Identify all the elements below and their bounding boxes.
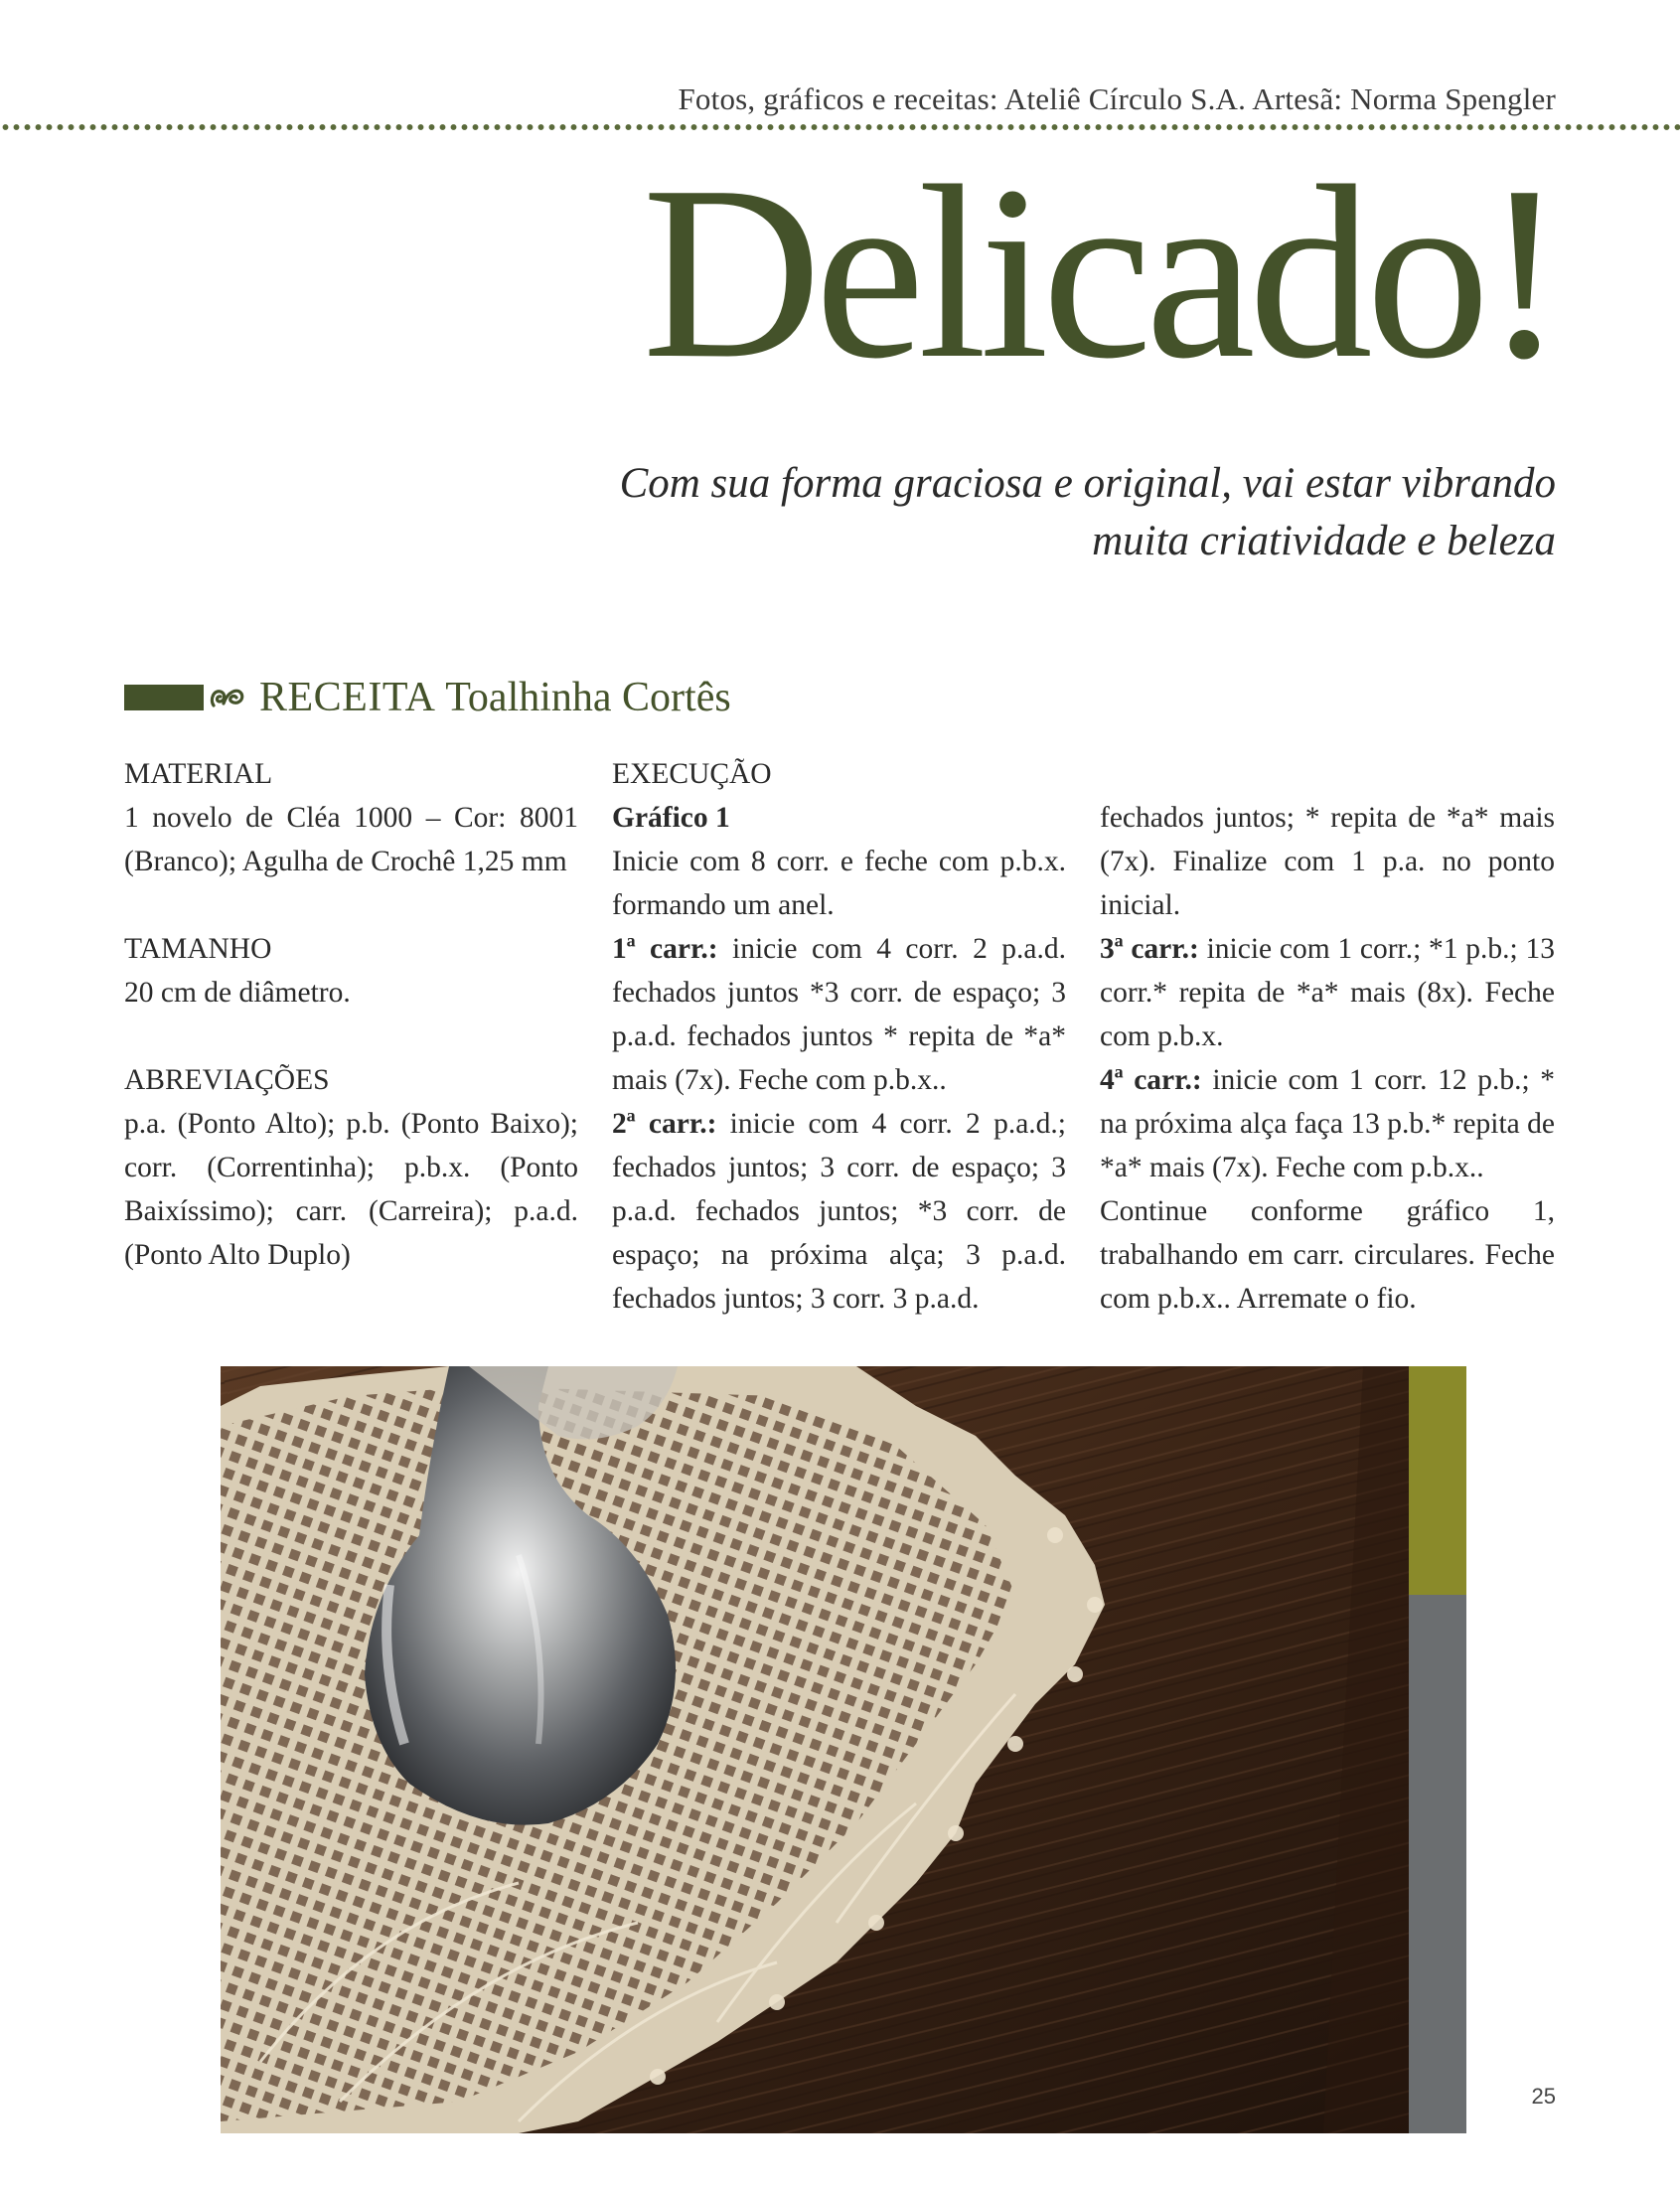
- round-3-label: 3ª carr.:: [1100, 933, 1199, 965]
- round-4-label: 4ª carr.:: [1100, 1064, 1202, 1096]
- round-2-label: 2ª carr.:: [612, 1108, 717, 1140]
- abreviacoes-text: p.a. (Ponto Alto); p.b. (Ponto Baixo); corr. (Correntinha); p.b.x. (Ponto Baixíssimo); carr. (Carreira); p.a.d. (Ponto Alto Duplo): [124, 1108, 578, 1271]
- material-text: 1 novelo de Cléa 1000 – Cor: 8001 (Branco); Agulha de Crochê 1,25 mm: [124, 802, 578, 877]
- subtitle-line-2: muita criatividade e beleza: [1092, 518, 1556, 564]
- subtitle-line-1: Com sua forma graciosa e original, vai estar vibrando: [619, 460, 1556, 507]
- page-subtitle: [562, 455, 1556, 570]
- finish-instructions: Continue conforme gráfico 1, trabalhando em carr. circulares. Feche com p.b.x.. Arremate o fio.: [1100, 1195, 1555, 1315]
- dotted-divider: [0, 122, 1680, 132]
- photo-credits: Fotos, gráficos e receitas: Ateliê Círculo S.A. Artesã: Norma Spengler: [678, 81, 1556, 116]
- recipe-header: [124, 668, 731, 727]
- column-execucao-cont: [1100, 796, 1555, 1321]
- recipe-keyword: RECEITA: [259, 675, 436, 720]
- execucao-heading: EXECUÇÃO: [612, 758, 772, 790]
- recipe-bar-decoration: [124, 685, 204, 710]
- round-1-text: inicie com 4 corr. 2 p.a.d. fechados juntos *3 corr. de espaço; 3 p.a.d. fechados juntos * repita de *a* mais (7x). Feche com p.b.x..: [612, 933, 1066, 1096]
- round-1: [612, 927, 1066, 1102]
- column-material: [124, 752, 578, 1277]
- round-3: [1100, 927, 1555, 1058]
- round-1-label: 1ª carr.:: [612, 933, 718, 965]
- round-2-continued: fechados juntos; * repita de *a* mais (7x). Finalize com 1 p.a. no ponto inicial.: [1100, 802, 1555, 921]
- abreviacoes-heading: ABREVIAÇÕES: [124, 1064, 330, 1096]
- round-2: [612, 1102, 1066, 1321]
- round-3-text: inicie com 1 corr.; *1 p.b.; 13 corr.* repita de *a* mais (8x). Feche com p.b.x.: [1100, 933, 1555, 1052]
- recipe-title: [259, 674, 731, 721]
- material-heading: MATERIAL: [124, 758, 273, 790]
- grafico-heading: Gráfico 1: [612, 802, 730, 834]
- round-4-text: inicie com 1 corr. 12 p.b.; * na próxima alça faça 13 p.b.* repita de *a* mais (7x). Feche com p.b.x..: [1100, 1064, 1555, 1183]
- round-2-text: inicie com 4 corr. 2 p.a.d.; fechados juntos; 3 corr. de espaço; 3 p.a.d. fechados juntos; *3 corr. de espaço; na próxima alça; 3 p.a.d. fechados juntos; 3 corr. 3 p.a.d.: [612, 1108, 1066, 1315]
- recipe-name: Toalhinha Cortês: [445, 675, 731, 720]
- page-title: Delicado!: [642, 135, 1559, 410]
- tamanho-text: 20 cm de diâmetro.: [124, 977, 351, 1009]
- ornament-icon: [208, 679, 245, 716]
- round-4: [1100, 1058, 1555, 1189]
- page-number: 25: [1531, 2084, 1556, 2109]
- tamanho-heading: TAMANHO: [124, 933, 272, 965]
- column-execucao: [612, 752, 1066, 1321]
- doily-photo: [221, 1366, 1466, 2133]
- execucao-intro: Inicie com 8 corr. e feche com p.b.x. formando um anel.: [612, 846, 1066, 921]
